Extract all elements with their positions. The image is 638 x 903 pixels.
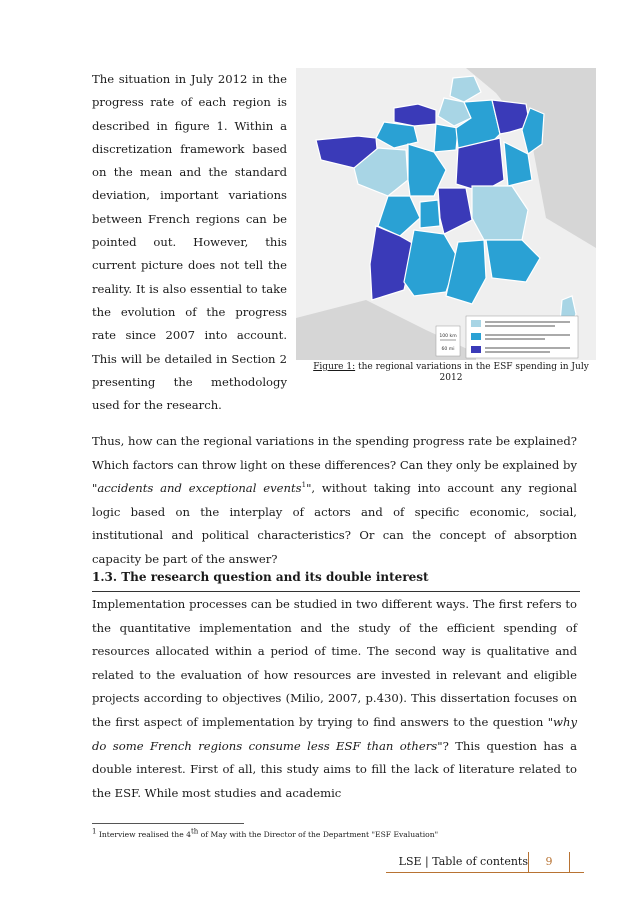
region-haute-normandie-basse: [394, 104, 436, 126]
paragraph1-text-b: ", without taking into account any regional logic based on the interplay of actors and of specific economic, social, institutional and political characteristics? Or can the concept of absorption capacity be part of the answer?: [92, 481, 577, 566]
figure-1: [296, 68, 596, 384]
scale-label-mi: 60 mi: [441, 347, 455, 352]
footnote-text-a: Interview realised the 4: [96, 830, 191, 839]
paragraph2-italic-question: why do some French regions consume less ESF than others: [92, 714, 577, 753]
footnote-ordinal: th: [190, 827, 199, 836]
figure-caption-ref: Figure 1:: [313, 362, 356, 372]
footnote-ref-1: 1: [301, 481, 307, 490]
footnote-separator: [92, 823, 244, 824]
paragraph2-text-a: Implementation processes can be studied in two different ways. The first refers to the quantitative implementation and the study of the efficient spending of resources allocated within a period of time. The second way is qualitative and related to the evaluation of how resources are invested in relevant and eligible projects according to objectives (Milio, 2007, p.430). This dissertation focuses on the first aspect of implementation by trying to find answers to the question ": [92, 597, 577, 729]
france-regions-map: [296, 68, 596, 360]
page-footer: [386, 852, 584, 872]
legend-swatch-light: [471, 320, 481, 327]
footnote-text-b: of May with the Director of the Department "ESF Evaluation": [198, 830, 439, 839]
legend-swatch-medium: [471, 333, 481, 340]
intro-paragraph: The situation in July 2012 in the progress rate of each region is described in figure 1. Within a discretization framework based on the mean and the standard deviation, important variations between French regions can be pointed out. However, this current picture does not tell the reality. It is also essential to take the evolution of the progress rate since 2007 into account. This will be detailed in Section 2 presenting the methodology used for the research.: [92, 72, 287, 413]
footnote-mark: 1: [92, 827, 97, 836]
paragraph-implementation: [92, 593, 577, 805]
legend-swatch-dark: [471, 346, 481, 353]
paragraph2-text-b: "? This question has a double interest. First of all, this study aims to fill the lack of literature related to the ESF. While most studies and academic: [92, 738, 577, 800]
paragraph1-text-a: Thus, how can the regional variations in the spending progress rate be explained? Which factors can throw light on these differences? Can they only be explained by ": [92, 434, 577, 496]
figure-caption-text: the regional variations in the ESF spending in July 2012: [355, 362, 589, 383]
region-limousin: [420, 200, 440, 228]
footer-label: LSE | Table of contents: [398, 855, 528, 868]
footnote: [92, 827, 439, 840]
section-heading: 1.3. The research question and its double interest: [92, 570, 429, 584]
footer-rule: [386, 872, 584, 873]
scale-label-km: 100 km: [439, 334, 457, 339]
region-ile-de-france: [434, 124, 458, 152]
paragraph-research-questions: [92, 430, 577, 572]
paragraph1-italic-quote: accidents and exceptional events: [97, 481, 302, 496]
section-heading-rule: [92, 591, 580, 592]
page-number: 9: [528, 852, 570, 872]
figure-caption: [296, 362, 596, 384]
